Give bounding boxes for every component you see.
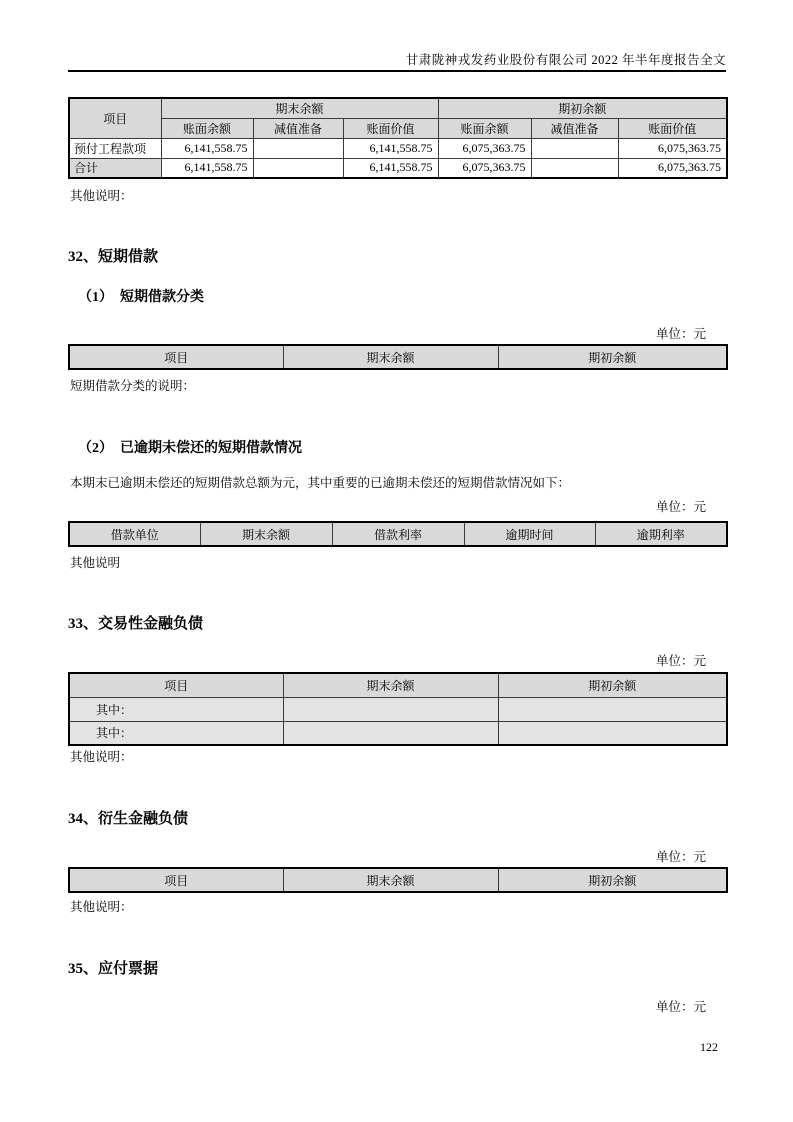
overdue-loan-paragraph: 本期末已逾期未偿还的短期借款总额为元，其中重要的已逾期未偿还的短期借款情况如下： bbox=[70, 476, 571, 490]
row-label: 预付工程款项 bbox=[69, 138, 161, 158]
header-cell-overdue-time: 逾期时间 bbox=[464, 522, 595, 546]
table-header-row bbox=[69, 345, 727, 369]
cell-value: 6,075,363.75 bbox=[618, 138, 727, 158]
cell-value: 6,075,363.75 bbox=[618, 158, 727, 178]
header-cell-end-balance: 期末余额 bbox=[283, 868, 498, 892]
table-header-row-1 bbox=[69, 98, 727, 118]
unit-label: 单位：元 bbox=[655, 327, 706, 341]
table-row-total bbox=[69, 158, 727, 178]
header-cell-item: 项目 bbox=[69, 345, 283, 369]
loan-classification-note: 短期借款分类的说明： bbox=[70, 379, 196, 393]
cell-value bbox=[283, 721, 498, 745]
cell-value bbox=[531, 158, 618, 178]
header-cell-end-balance: 期末余额 bbox=[200, 522, 332, 546]
header-cell-begin-balance: 期初余额 bbox=[498, 868, 727, 892]
row-label-total: 合计 bbox=[69, 158, 161, 178]
prepayments-table bbox=[68, 97, 728, 179]
section-heading-32: 32、短期借款 bbox=[68, 249, 159, 265]
header-cell-borrower: 借款单位 bbox=[69, 522, 200, 546]
table-header-row bbox=[69, 673, 727, 697]
cell-value: 6,141,558.75 bbox=[161, 138, 253, 158]
cell-value: 6,075,363.75 bbox=[438, 158, 531, 178]
trading-financial-liabilities-table bbox=[68, 672, 728, 746]
cell-value bbox=[498, 721, 727, 745]
header-cell-loan-rate: 借款利率 bbox=[332, 522, 464, 546]
cell-value bbox=[253, 158, 343, 178]
header-cell-impairment: 减值准备 bbox=[253, 118, 343, 138]
table-row bbox=[69, 697, 727, 721]
header-cell-impairment: 减值准备 bbox=[531, 118, 618, 138]
row-label-including: 其中： bbox=[69, 697, 283, 721]
header-cell-book-balance: 账面余额 bbox=[438, 118, 531, 138]
header-cell-begin-group: 期初余额 bbox=[438, 98, 727, 118]
section-heading-33: 33、交易性金融负债 bbox=[68, 616, 204, 632]
page-number: 122 bbox=[700, 1040, 718, 1054]
table-header-row bbox=[69, 522, 727, 546]
header-cell-end-balance: 期末余额 bbox=[283, 345, 498, 369]
short-term-loan-table bbox=[68, 344, 728, 370]
header-cell-end-balance: 期末余额 bbox=[283, 673, 498, 697]
header-cell-overdue-rate: 逾期利率 bbox=[595, 522, 727, 546]
derivative-financial-liabilities-table bbox=[68, 867, 728, 893]
table-row bbox=[69, 138, 727, 158]
cell-value: 6,141,558.75 bbox=[161, 158, 253, 178]
header-cell-book-value: 账面价值 bbox=[618, 118, 727, 138]
table-header-row-2 bbox=[69, 118, 727, 138]
cell-value bbox=[498, 697, 727, 721]
header-cell-book-value: 账面价值 bbox=[343, 118, 438, 138]
unit-label: 单位：元 bbox=[655, 654, 706, 668]
header-cell-begin-balance: 期初余额 bbox=[498, 673, 727, 697]
table-header-row bbox=[69, 868, 727, 892]
cell-value: 6,141,558.75 bbox=[343, 158, 438, 178]
overdue-loan-table bbox=[68, 521, 728, 547]
other-note: 其他说明 bbox=[70, 556, 121, 570]
cell-value bbox=[253, 138, 343, 158]
report-header-title: 甘肃陇神戎发药业股份有限公司 2022 年半年度报告全文 bbox=[405, 53, 726, 67]
unit-label: 单位：元 bbox=[655, 500, 706, 514]
cell-value: 6,075,363.75 bbox=[438, 138, 531, 158]
cell-value bbox=[283, 697, 498, 721]
cell-value bbox=[531, 138, 618, 158]
row-label-including: 其中： bbox=[69, 721, 283, 745]
header-cell-book-balance: 账面余额 bbox=[161, 118, 253, 138]
other-note: 其他说明： bbox=[70, 900, 133, 914]
unit-label: 单位：元 bbox=[655, 1000, 706, 1014]
cell-value: 6,141,558.75 bbox=[343, 138, 438, 158]
table-row bbox=[69, 721, 727, 745]
other-note: 其他说明： bbox=[70, 750, 133, 764]
other-note: 其他说明： bbox=[70, 189, 133, 203]
header-cell-item: 项目 bbox=[69, 868, 283, 892]
sub-heading-32-2: （2） 已逾期未偿还的短期借款情况 bbox=[78, 441, 302, 456]
header-cell-end-group: 期末余额 bbox=[161, 98, 438, 118]
section-heading-34: 34、衍生金融负债 bbox=[68, 811, 189, 827]
header-cell-begin-balance: 期初余额 bbox=[498, 345, 727, 369]
header-cell-item: 项目 bbox=[69, 98, 161, 138]
header-cell-item: 项目 bbox=[69, 673, 283, 697]
sub-heading-32-1: （1） 短期借款分类 bbox=[78, 290, 204, 305]
header-rule bbox=[68, 70, 726, 72]
unit-label: 单位：元 bbox=[655, 850, 706, 864]
section-heading-35: 35、应付票据 bbox=[68, 961, 159, 977]
